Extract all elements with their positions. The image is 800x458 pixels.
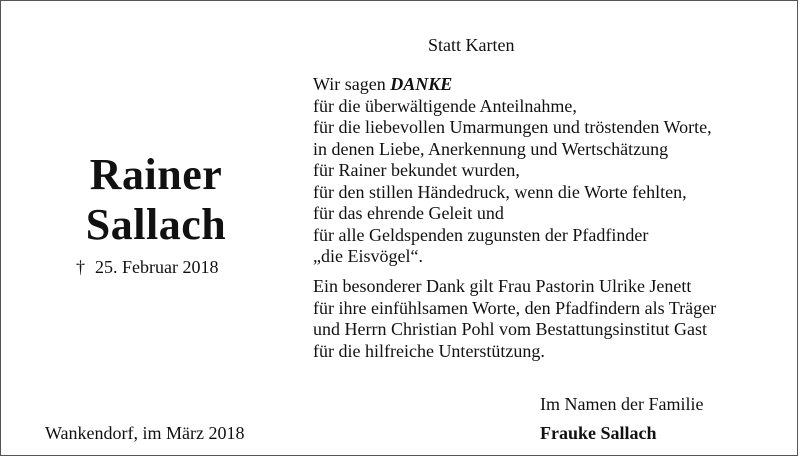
death-date: 25. Februar 2018	[95, 257, 219, 277]
death-date-line	[76, 257, 218, 278]
danke-emphasis: DANKE	[390, 74, 453, 94]
thanks-line: für alle Geldspenden zugunsten der Pfadfinder	[313, 224, 649, 245]
thanks-line: für Rainer bekundet wurden,	[313, 160, 520, 180]
special-thanks-line: und Herrn Christian Pohl vom Bestattungsinstitut Gast	[313, 319, 707, 339]
deceased-first-name: Rainer	[89, 150, 223, 199]
special-thanks	[313, 276, 716, 362]
special-thanks-line: für die hilfreiche Unterstützung.	[313, 340, 545, 361]
thanks-message	[313, 74, 712, 268]
statt-karten-heading: Statt Karten	[428, 35, 515, 55]
thanks-line: für die überwältigende Anteilnahme,	[313, 95, 577, 116]
thanks-line: für das ehrende Geleit und	[313, 203, 504, 223]
special-thanks-line: Ein besonderer Dank gilt Frau Pastorin Ulrike Jenett	[313, 276, 692, 296]
special-thanks-line: für ihre einfühlsamen Worte, den Pfadfindern als Träger	[313, 297, 717, 318]
thanks-line: für die liebevollen Umarmungen und tröstenden Worte,	[313, 117, 712, 137]
thanks-line: „die Eisvögel“.	[313, 246, 423, 266]
on-behalf-of-family: Im Namen der Familie	[540, 394, 704, 414]
thanks-line: für den stillen Händedruck, wenn die Worte fehlten,	[313, 181, 687, 202]
thanks-first-line	[313, 74, 712, 96]
place-and-date: Wankendorf, im März 2018	[45, 423, 245, 443]
signer-name: Frauke Sallach	[540, 423, 657, 443]
deceased-last-name: Sallach	[85, 200, 227, 249]
cross-icon: †	[76, 257, 85, 277]
thanks-line: in denen Liebe, Anerkennung und Wertschätzung	[313, 138, 669, 159]
thanks-prefix: Wir sagen	[313, 74, 391, 94]
